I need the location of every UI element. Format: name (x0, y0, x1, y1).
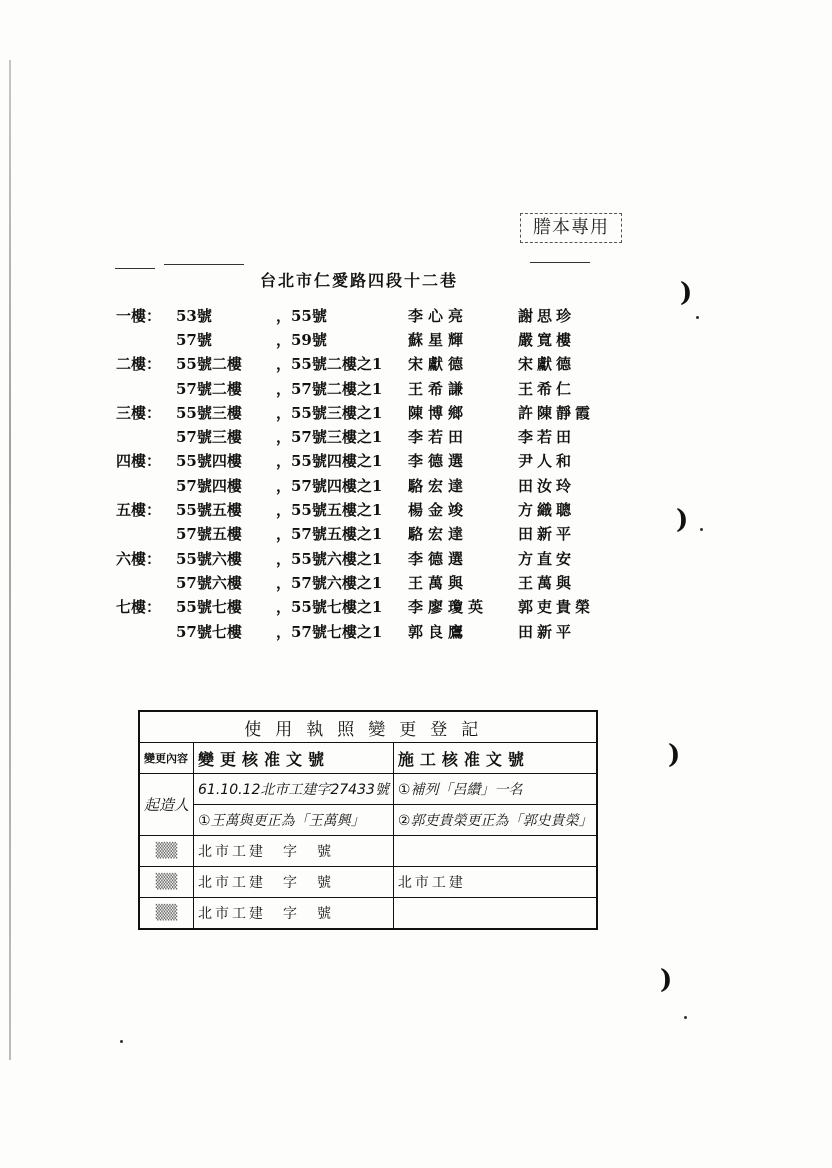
office-ref-cell: 北市工建 字 號 (194, 867, 394, 898)
floor-row (116, 570, 636, 594)
owner-original: 郭良鷹 (408, 622, 469, 641)
floor-label: 二樓： (116, 355, 162, 374)
address-a: 55號三樓 (176, 403, 242, 422)
owner-original: 宋獻德 (408, 355, 469, 374)
owner-original: 王萬與 (408, 573, 469, 592)
floor-label: 一樓： (116, 306, 162, 325)
handwritten-approval-no: 61.10.12北市工建字27433號 (194, 774, 394, 805)
scan-speck (120, 1040, 123, 1043)
floor-row (116, 424, 636, 448)
address-a: 55號六樓 (176, 549, 242, 568)
owner-current: 田新平 (518, 525, 576, 544)
address-b: ，57號三樓之1 (276, 428, 383, 447)
address-a: 53號 (176, 306, 212, 325)
owner-current: 郭吏貴榮 (518, 598, 595, 617)
owner-original: 楊金竣 (408, 501, 469, 520)
floor-row (116, 522, 636, 546)
floor-row (116, 303, 636, 327)
handwritten-correction-1: ①王萬與更正為「王萬興」 (194, 805, 394, 836)
address-b: ，55號 (276, 306, 327, 325)
owner-original: 駱宏達 (408, 476, 469, 495)
owner-current: 方直安 (518, 549, 576, 568)
owner-original: 李德選 (408, 452, 469, 471)
office-ref-cell: 北市工建 字 號 (194, 898, 394, 930)
office-ref-cell (393, 898, 597, 930)
page-title: 台北市仁愛路四段十二巷 (260, 271, 459, 290)
owner-current: 李若田 (518, 428, 576, 447)
owner-original: 駱宏達 (408, 525, 469, 544)
owner-current: 方織聰 (518, 501, 576, 520)
header-rule (530, 262, 590, 263)
address-b: ，55號五樓之1 (276, 501, 383, 520)
address-b: ，55號七樓之1 (276, 598, 383, 617)
address-a: 57號二樓 (176, 379, 242, 398)
owner-current: 許陳靜霞 (518, 403, 595, 422)
header-rule (115, 268, 155, 269)
builder-label: 起造人 (139, 774, 194, 836)
owner-original: 李廖瓊英 (408, 598, 489, 617)
address-b: ，55號三樓之1 (276, 403, 383, 422)
address-b: ，57號五樓之1 (276, 525, 383, 544)
owner-current: 尹人和 (518, 452, 576, 471)
owner-original: 陳博鄉 (408, 403, 469, 422)
floor-label: 五樓： (116, 501, 162, 520)
floor-label: 七樓： (116, 598, 162, 617)
owner-current: 王希仁 (518, 379, 576, 398)
floor-label: 六樓： (116, 549, 162, 568)
address-b: ，57號二樓之1 (276, 379, 383, 398)
address-b: ，59號 (276, 330, 327, 349)
scan-speck (696, 316, 699, 319)
owner-current: 宋獻德 (518, 355, 576, 374)
scan-speck (684, 1016, 687, 1019)
owner-current: 謝思珍 (518, 306, 576, 325)
punch-hole-mark: ) (680, 278, 693, 308)
address-b: ，55號四樓之1 (276, 452, 383, 471)
address-b: ，55號六樓之1 (276, 549, 383, 568)
office-ref-cell (393, 836, 597, 867)
certified-copy-stamp: 謄本專用 (520, 213, 622, 243)
owner-current: 嚴寬樓 (518, 330, 576, 349)
owner-original: 蘇星輝 (408, 330, 469, 349)
address-a: 55號四樓 (176, 452, 242, 471)
blank-label-cell: ▒▒ (139, 898, 194, 930)
address-a: 55號五樓 (176, 501, 242, 520)
office-ref-cell: 北市工建 字 號 (194, 836, 394, 867)
owner-current: 王萬與 (518, 573, 576, 592)
address-b: ，55號二樓之1 (276, 355, 383, 374)
address-b: ，57號七樓之1 (276, 622, 383, 641)
floor-row (116, 449, 636, 473)
floor-row (116, 473, 636, 497)
floor-row (116, 376, 636, 400)
owner-original: 王希謙 (408, 379, 469, 398)
punch-hole-mark: ) (676, 505, 689, 535)
address-a: 57號七樓 (176, 622, 242, 641)
floor-row (116, 619, 636, 643)
address-a: 57號四樓 (176, 476, 242, 495)
blank-label-cell: ▒▒ (139, 867, 194, 898)
owner-current: 田汝玲 (518, 476, 576, 495)
floor-owner-list (116, 303, 636, 643)
floor-row (116, 400, 636, 424)
address-a: 57號六樓 (176, 573, 242, 592)
address-a: 57號五樓 (176, 525, 242, 544)
address-a: 55號二樓 (176, 355, 242, 374)
address-b: ，57號四樓之1 (276, 476, 383, 495)
change-approval-no-header: 變更核准文號 (194, 743, 394, 774)
blank-label-cell: ▒▒ (139, 836, 194, 867)
floor-label: 三樓： (116, 403, 162, 422)
handwritten-correction-2: ②郭吏貴榮更正為「郭史貴榮」 (393, 805, 597, 836)
punch-hole-mark: ) (668, 740, 681, 770)
floor-row (116, 327, 636, 351)
license-change-table (138, 710, 598, 930)
address-a: 55號七樓 (176, 598, 242, 617)
owner-original: 李心亮 (408, 306, 469, 325)
handwritten-note-1: ①補列「呂纘」一名 (393, 774, 597, 805)
address-a: 57號 (176, 330, 212, 349)
owner-original: 李若田 (408, 428, 469, 447)
address-b: ，57號六樓之1 (276, 573, 383, 592)
owner-current: 田新平 (518, 622, 576, 641)
address-a: 57號三樓 (176, 428, 242, 447)
punch-hole-mark: ) (660, 965, 673, 995)
change-content-label: 變更內容 (139, 743, 194, 774)
construction-approval-no-header: 施工核准文號 (393, 743, 597, 774)
floor-row (116, 595, 636, 619)
floor-row (116, 352, 636, 376)
change-table-header: 使用執照變更登記 (139, 711, 597, 743)
scan-speck (700, 528, 703, 531)
floor-label: 四樓： (116, 452, 162, 471)
binding-shadow (9, 60, 11, 1060)
office-ref-cell: 北市工建 (393, 867, 597, 898)
floor-row (116, 546, 636, 570)
header-rule (164, 264, 244, 265)
owner-original: 李德選 (408, 549, 469, 568)
floor-row (116, 497, 636, 521)
